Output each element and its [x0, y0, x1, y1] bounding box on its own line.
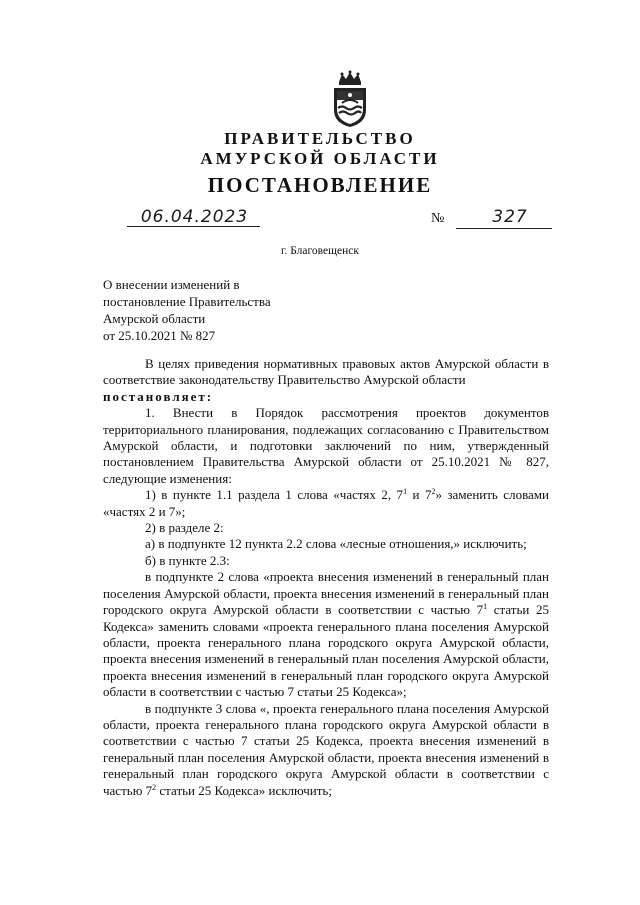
resolves-word: постановляет:: [103, 388, 214, 404]
paragraph-2a: а) в подпункте 12 пункта 2.2 слова «лесные отношения,» исключить;: [145, 536, 527, 552]
text-run: в подпункте 3 слова «, проекта генерального плана поселения Амурской области, проекта генерального плана городского округа Амурской области в соответствии с частью 7 статьи 25 Кодекса, проекта внесения изменений в генеральный план поселения Амурской области, проекта внесения изменений в генеральный план городского округа Амурской области в соответствии с частью 7: [103, 700, 549, 798]
subject-line: Амурской области: [103, 311, 206, 326]
number-sign: №: [431, 211, 445, 226]
coat-of-arms-icon: [330, 70, 370, 128]
date-underline: [127, 226, 260, 227]
intro-paragraph: В целях приведения нормативных правовых актов Амурской области в соответствие законодательству Правительство Амурской области: [103, 356, 549, 388]
city-label: г. Благовещенск: [281, 245, 359, 257]
document-number: 327: [492, 207, 528, 227]
superscript: 1: [403, 487, 408, 497]
text-run: статьи 25 Кодекса» заменить словами «проекта генерального плана поселения Амурской области, проекта генерального плана городского округа Амурской области, проекта внесения изменений в генеральный план поселения Амурской области, проекта внесения изменений в генеральный план городского округа Амурской области в соответствии с частью 7 статьи 25 Кодекса»;: [103, 602, 549, 700]
subject-line: постановление Правительства: [103, 294, 271, 309]
number-underline: [456, 228, 552, 229]
paragraph-2: 2) в разделе 2:: [145, 520, 224, 536]
paragraph-subitem-2: [103, 569, 549, 700]
text-run: 1) в пункте 1.1 раздела 1 слова «частях 2, 7: [145, 487, 404, 503]
document-type: ПОСТАНОВЛЕНИЕ: [207, 173, 433, 197]
paragraph-subitem-3: [103, 701, 549, 799]
document-subject: [103, 276, 271, 344]
paragraph-2b: б) в пункте 2.3:: [145, 552, 230, 568]
text-run: в подпункте 2 слова «проекта внесения изменений в генеральный план поселения Амурской области, проекта внесения изменений в генеральный план городского округа Амурской области в соответствии с частью 7: [103, 569, 549, 618]
government-title: ПРАВИТЕЛЬСТВО: [224, 129, 416, 148]
text-run: и 7: [407, 487, 432, 503]
text-run: статьи 25 Кодекса» исключить;: [156, 782, 332, 798]
paragraph-1: 1. Внести в Порядок рассмотрения проектов документов территориального планирования, подлежащих согласованию с Правительством Амурской области, и подготовки заключений по ним, утвержденный постановлением Правительства Амурской области от 25.10.2021 № 827, следующие изменения:: [103, 405, 549, 486]
subject-line: О внесении изменений в: [103, 277, 240, 292]
document-date: 06.04.2023: [140, 207, 249, 227]
superscript: 2: [431, 487, 436, 497]
subject-line: от 25.10.2021 № 827: [103, 328, 216, 343]
text-run: » заменить словами «частях 2 и 7»;: [103, 487, 549, 519]
document-body: [103, 356, 549, 799]
paragraph-1-1: [103, 487, 549, 520]
superscript: 2: [152, 782, 157, 792]
region-title: АМУРСКОЙ ОБЛАСТИ: [200, 149, 440, 168]
superscript: 1: [483, 602, 488, 612]
resolves-line: [103, 389, 549, 405]
